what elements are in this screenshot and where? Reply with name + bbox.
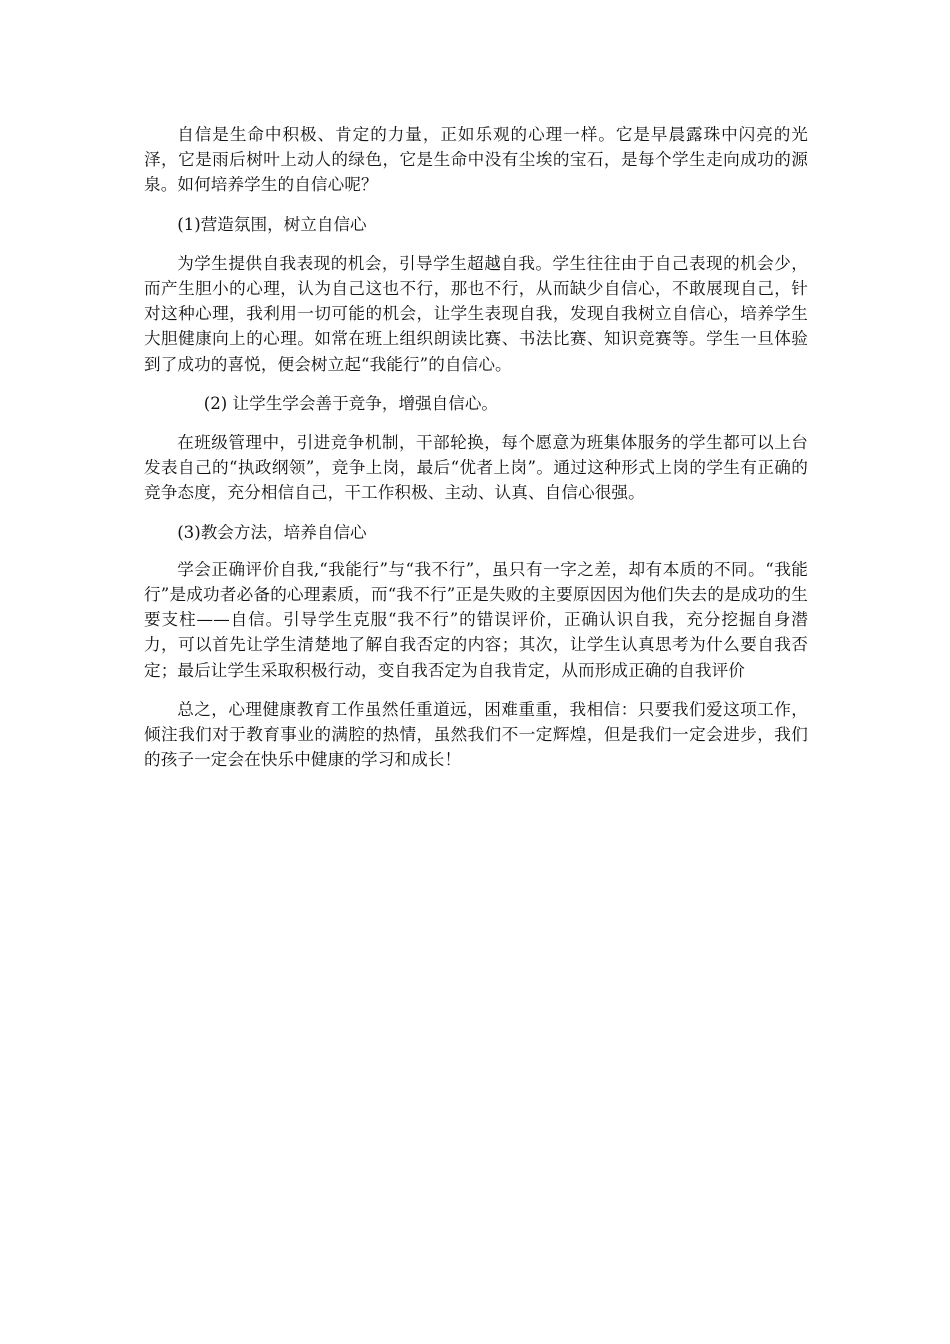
intro-paragraph: 自信是生命中积极、肯定的力量，正如乐观的心理一样。它是早晨露珠中闪亮的光泽，它是雨后树叶上动人的绿色，它是生命中没有尘埃的宝石，是每个学生走向成功的源泉。如何培养学生的自信心呢？ bbox=[144, 125, 808, 195]
spacer bbox=[144, 545, 808, 557]
spacer bbox=[144, 377, 808, 391]
section-1-paragraph: 为学生提供自我表现的机会，引导学生超越自我。学生往往由于自己表现的机会少，而产生胆小的心理，认为自己这也不行，那也不行，从而缺少自信心，不敢展现自己，针对这种心理，我利用一切可能的机会，让学生表现自我，发现自我树立自信心，培养学生大胆健康向上的心理。如常在班上组织朗读比赛、书法比赛、知识竞赛等。学生一旦体验到了成功的喜悦，便会树立起“我能行”的自信心。 bbox=[144, 253, 808, 374]
document-body bbox=[144, 122, 808, 772]
spacer bbox=[144, 506, 808, 520]
spacer bbox=[144, 237, 808, 251]
section-2-paragraph: 在班级管理中，引进竞争机制，干部轮换，每个愿意为班集体服务的学生都可以上台发表自己的“执政纲领”，竞争上岗，最后“优者上岗”。通过这种形式上岗的学生有正确的竞争态度，充分相信自己，干工作积极、主动、认真、自信心很强。 bbox=[144, 433, 808, 503]
section-heading-2: (2) 让学生学会善于竞争，增强自信心。 bbox=[203, 393, 499, 413]
section-heading-3: (3)教会方法，培养自信心 bbox=[177, 522, 367, 542]
spacer bbox=[144, 416, 808, 430]
section-heading-1: (1)营造氛围，树立自信心 bbox=[177, 214, 367, 234]
section-3-paragraph: 学会正确评价自我,“我能行”与“我不行”，虽只有一字之差，却有本质的不同。“我能行”是成功者必备的心理素质，而“我不行”正是失败的主要原因因为他们失去的是成功的生要支柱——自信。引导学生克服“我不行”的错误评价，正确认识自我，充分挖掘自身潜力，可以首先让学生清楚地了解自我否定的内容；其次，让学生认真思考为什么要自我否定；最后让学生采取积极行动，变自我否定为自我肯定，从而形成正确的自我评价 bbox=[144, 559, 808, 680]
spacer bbox=[144, 683, 808, 697]
conclusion-paragraph: 总之，心理健康教育工作虽然任重道远，困难重重，我相信：只要我们爱这项工作，倾注我们对于教育事业的满腔的热情，虽然我们不一定辉煌，但是我们一定会进步，我们的孩子一定会在快乐中健康的学习和成长！ bbox=[144, 699, 808, 770]
spacer bbox=[144, 198, 808, 212]
